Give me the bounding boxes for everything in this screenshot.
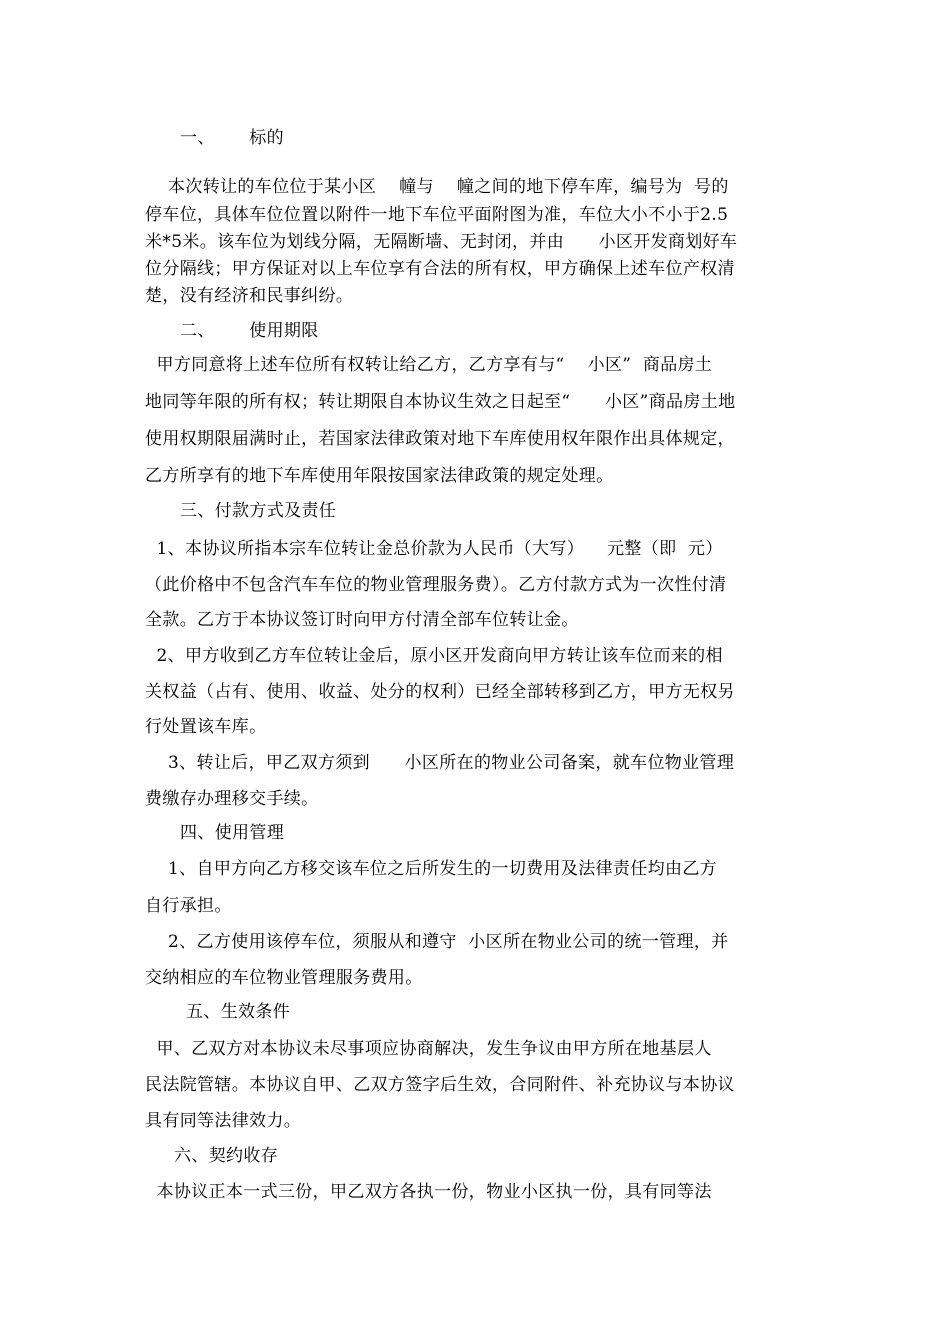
section-2-line-1: 甲方同意将上述车位所有权转让给乙方，乙方享有与“ 小区” 商品房土: [145, 355, 713, 375]
section-2-line-4: 乙方所享有的地下车库使用年限按国家法律政策的规定处理。: [145, 466, 614, 486]
section-4-line-1: 1、自甲方向乙方移交该车位之后所发生的一切费用及法律责任均由乙方: [145, 859, 718, 879]
section-3-line-7: 3、转让后，甲乙双方须到 小区所在的物业公司备案，就车位物业管理: [145, 753, 735, 773]
section-6-heading: 六、契约收存: [174, 1146, 279, 1166]
section-3-line-6: 行处置该车库。: [145, 717, 267, 737]
section-1-line-5: 楚，没有经济和民事纠纷。: [145, 286, 354, 306]
section-4-heading: 四、使用管理: [180, 823, 285, 843]
section-3-line-5: 关权益（占有、使用、收益、处分的权利）已经全部转移到乙方，甲方无权另: [145, 682, 735, 702]
section-3-line-3: 全款。乙方于本协议签订时向甲方付清全部车位转让金。: [145, 610, 579, 630]
section-3-line-2: （此价格中不包含汽车车位的物业管理服务费）。乙方付款方式为一次性付清: [145, 575, 727, 595]
section-6-line-1: 本协议正本一式三份，甲乙双方各执一份，物业小区执一份，具有同等法: [145, 1182, 712, 1202]
section-3-line-1: 1、本协议所指本宗车位转让金总价款为人民币（大写） 元整（即 元）: [145, 539, 723, 559]
section-4-line-4: 交纳相应的车位物业管理服务费用。: [145, 968, 423, 988]
section-5-line-2: 民法院管辖。本协议自甲、乙双方签字后生效，合同附件、补充协议与本协议: [145, 1075, 735, 1095]
section-1-line-2: 停车位，具体车位位置以附件一地下车位平面附图为准，车位大小不小于2.5: [145, 205, 729, 225]
section-5-heading: 五、生效条件: [186, 1002, 291, 1022]
section-2-line-2: 地同等年限的所有权；转让期限自本协议生效之日起至“ 小区”商品房土地: [145, 392, 736, 412]
section-2-heading: 二、 使用期限: [180, 321, 319, 341]
section-3-line-4: 2、甲方收到乙方车位转让金后，原小区开发商向甲方转让该车位而来的相: [145, 646, 723, 666]
section-5-line-3: 具有同等法律效力。: [145, 1111, 302, 1131]
section-1-heading: 一、 标的: [180, 128, 284, 148]
section-4-line-2: 自行承担。: [145, 896, 232, 916]
section-1-line-3: 米*5米。该车位为划线分隔，无隔断墙、无封闭，并由 小区开发商划好车: [145, 232, 738, 252]
section-1-line-1: 本次转让的车位位于某小区 幢与 幢之间的地下停车库，编号为 号的: [145, 177, 729, 197]
section-1-line-4: 位分隔线；甲方保证对以上车位享有合法的所有权，甲方确保上述车位产权清: [145, 259, 735, 279]
section-3-heading: 三、付款方式及责任: [180, 501, 337, 521]
section-3-line-8: 费缴存办理移交手续。: [145, 789, 319, 809]
section-5-line-1: 甲、乙双方对本协议未尽事项应协商解决，发生争议由甲方所在地基层人: [145, 1039, 712, 1059]
section-2-line-3: 使用权期限届满时止，若国家法律政策对地下车库使用权年限作出具体规定，: [145, 429, 735, 449]
section-4-line-3: 2、乙方使用该停车位，须服从和遵守 小区所在物业公司的统一管理，并: [145, 932, 729, 952]
